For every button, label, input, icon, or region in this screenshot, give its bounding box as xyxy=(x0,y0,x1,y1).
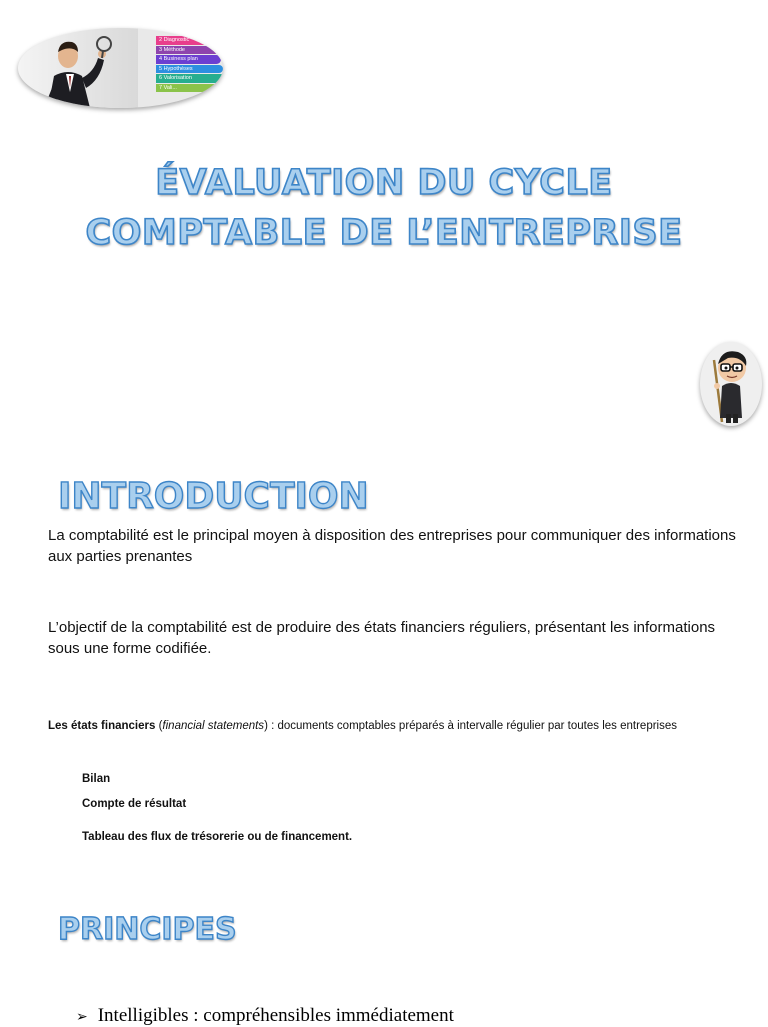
statement-item-compte-resultat: Compte de résultat xyxy=(82,798,187,810)
intro-paragraph-2: L’objectif de la comptabilité est de produire des états financiers réguliers, présentant les informations sous une forme codifiée. xyxy=(48,619,716,657)
document-title-line-1: ÉVALUATION DU CYCLE xyxy=(155,163,613,203)
process-steps-list xyxy=(156,36,223,93)
introduction-heading: INTRODUCTION xyxy=(58,476,369,517)
financial-statements-term: Les états financiers xyxy=(48,720,156,732)
financial-statements-english: financial statements xyxy=(162,720,265,732)
hero-illustration xyxy=(18,28,223,108)
process-step: 7 Vali... xyxy=(156,84,223,93)
principes-heading: PRINCIPES xyxy=(58,912,237,947)
process-step: 4 Business plan xyxy=(156,55,221,64)
statement-item-tableau-flux: Tableau des flux de trésorerie ou de financement. xyxy=(82,831,353,843)
process-step: 2 Diagnostic xyxy=(156,36,217,45)
cartoon-character-illustration xyxy=(700,342,762,426)
cartoon-character-icon xyxy=(700,342,762,426)
businessman-magnifier-icon xyxy=(28,32,138,108)
intro-paragraph-1: La comptabilité est le principal moyen à disposition des entreprises pour communiquer des informations aux parties prenantes xyxy=(48,527,736,565)
paren-open: ( xyxy=(155,720,163,732)
process-step: 3 Méthode xyxy=(156,46,219,55)
financial-statements-definition: ) : documents comptables préparés à intervalle régulier par toutes les entreprises xyxy=(264,720,677,732)
intro-paragraph-3 xyxy=(48,718,738,734)
arrow-bullet-icon: ➢ xyxy=(76,1010,88,1025)
principes-bullet-1-text: Intelligibles : compréhensibles immédiatement xyxy=(97,1005,454,1026)
statement-item-bilan: Bilan xyxy=(82,773,111,785)
process-step: 5 Hypothèses xyxy=(156,65,223,74)
document-title-line-2: COMPTABLE DE L’ENTREPRISE xyxy=(85,213,683,253)
process-step: 6 Valorisation xyxy=(156,74,223,83)
